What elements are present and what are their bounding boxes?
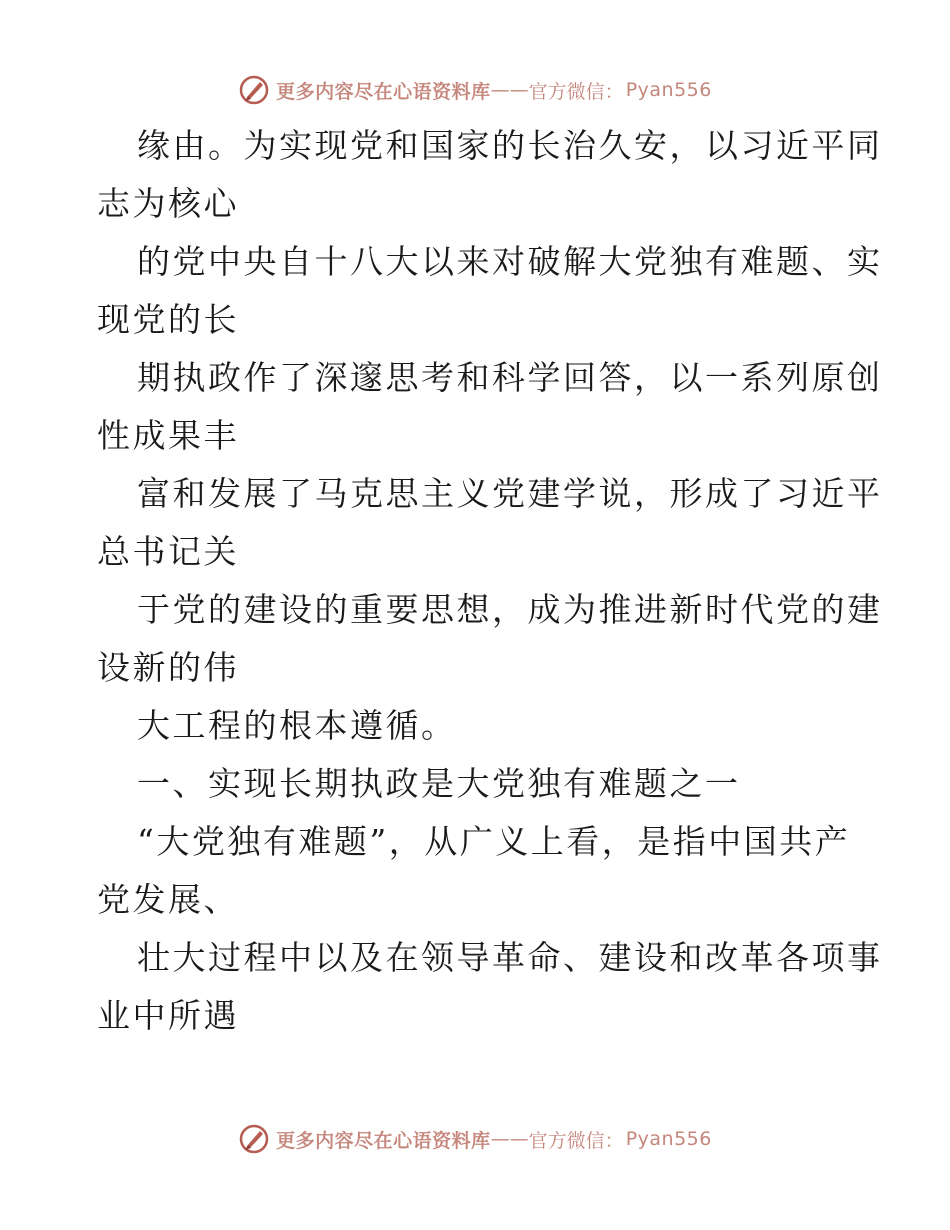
header-watermark <box>0 70 950 110</box>
footer-wechat-label: 官方微信： <box>528 1129 624 1152</box>
body-line: 业中所遇 <box>97 996 239 1035</box>
footer-separator: —— <box>490 1128 529 1150</box>
body-line: 现党的长 <box>97 300 239 339</box>
body-line: 富和发展了马克思主义党建学说，形成了习近平 <box>137 474 883 513</box>
body-line: 总书记关 <box>97 532 239 571</box>
body-line: 大工程的根本遵循。 <box>137 706 457 745</box>
header-wechat-id: Pyan556 <box>625 79 712 101</box>
body-line: 壮大过程中以及在领导革命、建设和改革各项事 <box>137 938 883 977</box>
body-line: 期执政作了深邃思考和科学回答，以一系列原创 <box>137 358 883 397</box>
quill-logo-icon <box>238 1123 270 1155</box>
body-line: 设新的伟 <box>97 648 239 687</box>
body-line: 的党中央自十八大以来对破解大党独有难题、实 <box>137 242 883 281</box>
header-banner-text: 更多内容尽在心语资料库 <box>276 80 491 103</box>
footer-banner-text: 更多内容尽在心语资料库 <box>276 1129 491 1152</box>
body-line: 性成果丰 <box>97 416 239 455</box>
footer-watermark <box>0 1119 950 1159</box>
body-line: “大党独有难题”，从广义上看，是指中国共产 <box>137 822 851 861</box>
body-line: 于党的建设的重要思想，成为推进新时代党的建 <box>137 590 883 629</box>
body-line: 缘由。为实现党和国家的长治久安，以习近平同 <box>137 126 883 165</box>
document-body <box>97 117 883 1045</box>
header-separator: —— <box>490 79 529 101</box>
section-heading: 一、实现长期执政是大党独有难题之一 <box>137 764 741 803</box>
quill-logo-icon <box>238 74 270 106</box>
header-wechat-label: 官方微信： <box>528 80 624 103</box>
body-line: 党发展、 <box>97 880 239 919</box>
footer-wechat-id: Pyan556 <box>625 1128 712 1150</box>
body-line: 志为核心 <box>97 184 239 223</box>
